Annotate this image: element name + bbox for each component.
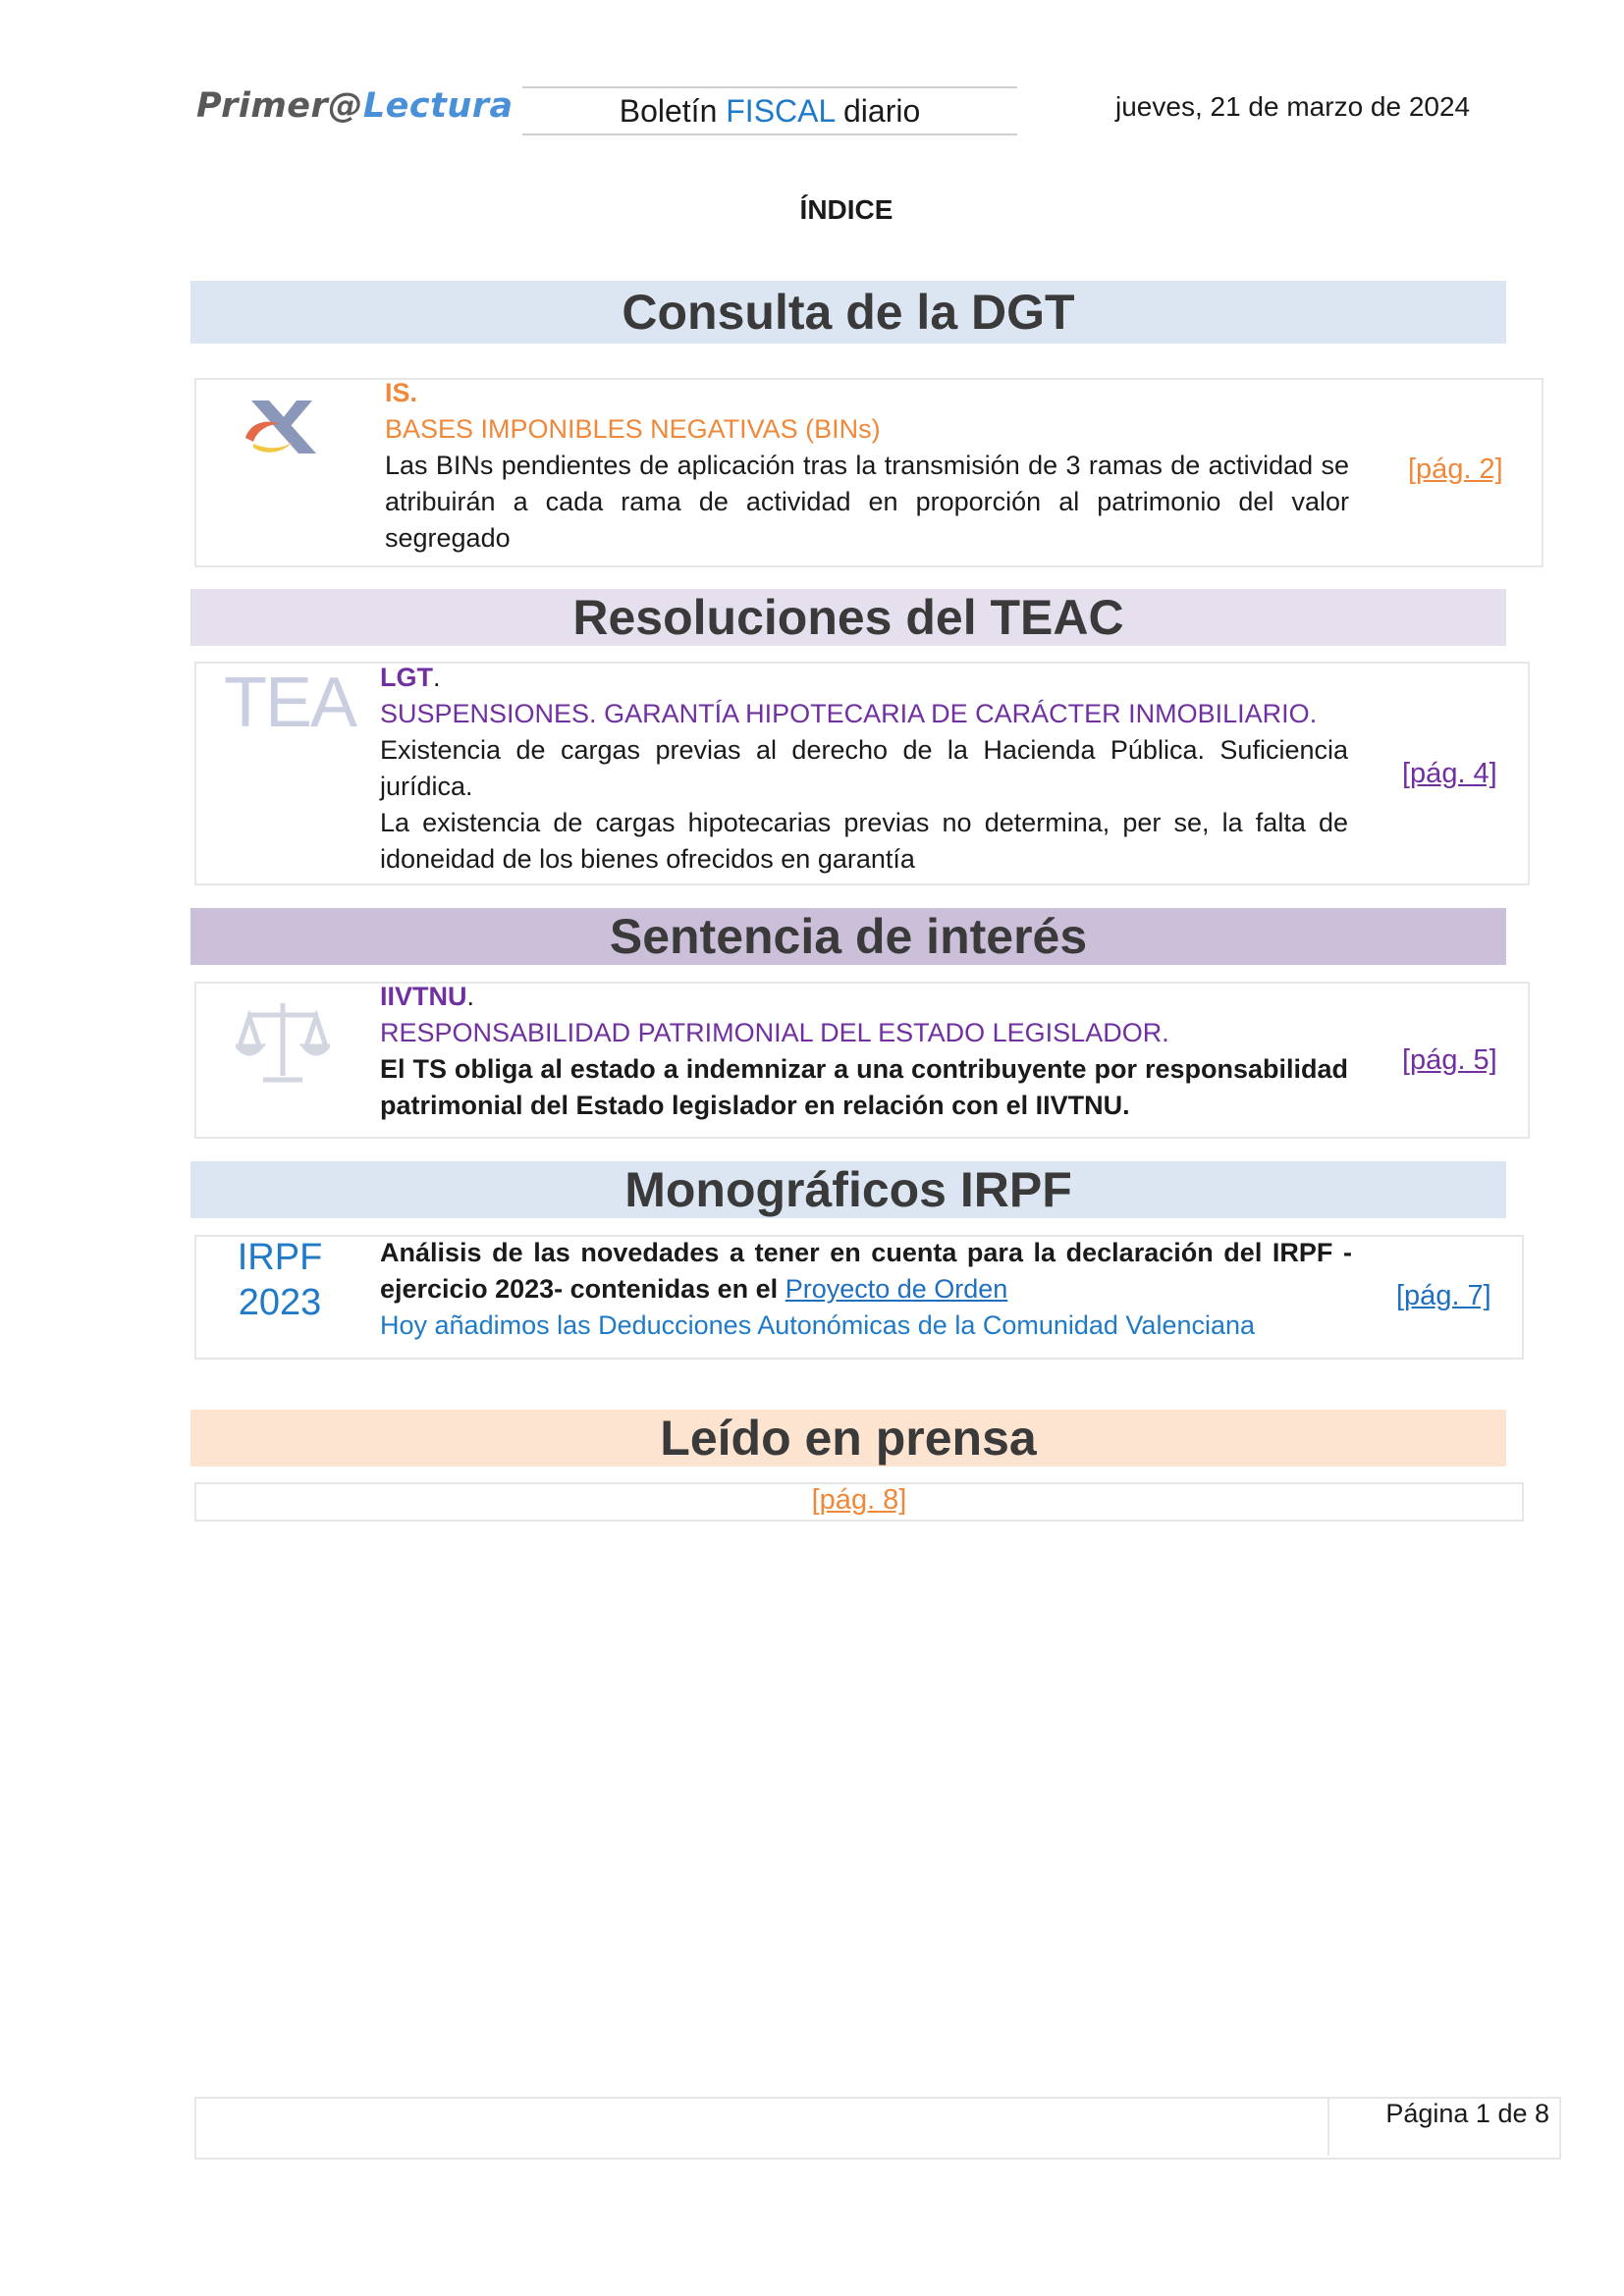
section-teac-header: Resoluciones del TEAC [190,589,1506,646]
issue-date: jueves, 21 de marzo de 2024 [1115,91,1471,122]
entry-teac [380,660,1348,878]
entry-dgt [385,375,1349,557]
tea-logo: TEA [224,664,356,742]
section-dgt-header: Consulta de la DGT [190,281,1506,344]
page-link-2[interactable]: [pág. 2] [1408,454,1503,485]
entry-title: SUSPENSIONES. GARANTÍA HIPOTECARIA DE CARÁCTER INMOBILIARIO. [380,699,1318,728]
entry-tag: IIVTNU. [380,982,475,1011]
section-sentencia-header: Sentencia de interés [190,908,1506,965]
entry-tag: LGT. [380,663,441,692]
page-number: Página 1 de 8 [1385,2099,1549,2128]
section-mono-header: Monográficos IRPF [190,1161,1506,1218]
bulletin-title: Boletín FISCAL diario [522,86,1017,135]
index-title: ÍNDICE [799,194,893,225]
entry-summary: El TS obliga al estado a indemnizar a una contribuyente por responsabilidad patrimonial del Estado legislador en relación con el IIVTNU. [380,1054,1348,1120]
proyecto-orden-link[interactable]: Proyecto de Orden [785,1274,1008,1304]
logo: Primer@Lectura [196,86,514,126]
entry-title: BASES IMPONIBLES NEGATIVAS (BINs) [385,414,881,444]
entry-summary-2: La existencia de cargas hipotecarias previas no determina, per se, la falta de idoneidad de los bienes ofrecidos en garantía [380,808,1348,874]
entry-summary-1: Existencia de cargas previas al derecho de la Hacienda Pública. Suficiencia jurídica. [380,735,1348,801]
page-link-4[interactable]: [pág. 4] [1402,758,1497,789]
page-link-5[interactable]: [pág. 5] [1402,1044,1497,1076]
scales-icon [236,997,330,1086]
entry-tag: IS. [385,378,418,407]
page-link-7[interactable]: [pág. 7] [1396,1280,1491,1311]
entry-mono [380,1235,1352,1344]
footer-divider [1327,2097,1329,2156]
entry-note: Hoy añadimos las Deducciones Autonómicas de la Comunidad Valenciana [380,1310,1256,1340]
entry-summary: Análisis de las novedades a tener en cuenta para la declaración del IRPF - ejercicio 2023- contenidas en el Proyecto de Orden [380,1238,1352,1304]
section-prensa-header: Leído en prensa [190,1410,1506,1467]
entry-sentencia [380,979,1348,1124]
entry-title: RESPONSABILIDAD PATRIMONIAL DEL ESTADO LEGISLADOR. [380,1018,1169,1047]
irpf-badge: IRPF 2023 [237,1237,323,1323]
agencia-tributaria-icon [240,395,324,459]
page-link-8[interactable]: [pág. 8] [811,1484,907,1516]
entry-summary: Las BINs pendientes de aplicación tras la transmisión de 3 ramas de actividad se atribuirán a cada rama de actividad en proporción al patrimonio del valor segregado [385,451,1349,553]
